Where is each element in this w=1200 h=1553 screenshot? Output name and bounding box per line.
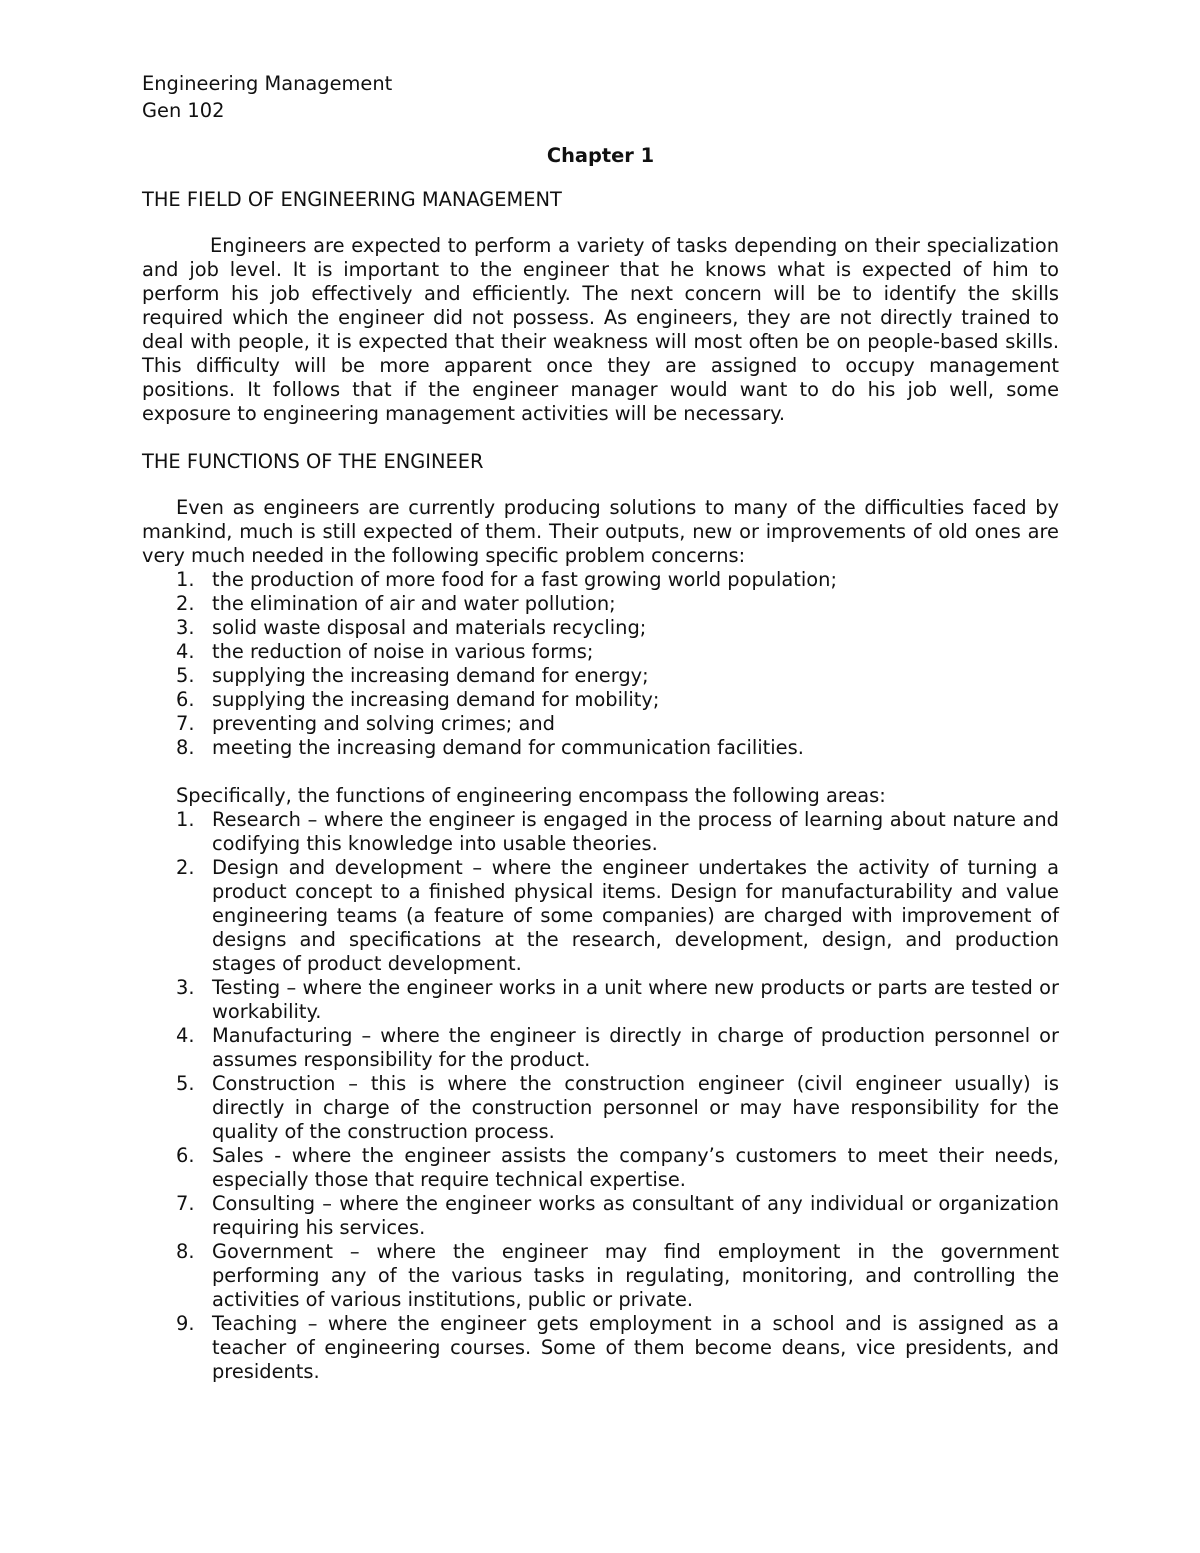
areas-list	[142, 808, 1059, 1384]
concern-text: supplying the increasing demand for energy;	[212, 664, 649, 687]
list-number: 2.	[176, 592, 195, 615]
concern-item	[142, 568, 1059, 592]
list-number: 8.	[176, 736, 195, 759]
list-number: 7.	[176, 712, 195, 735]
area-item	[142, 1240, 1059, 1312]
area-text: Testing – where the engineer works in a unit where new products or parts are tested or workability.	[212, 976, 1059, 1023]
area-item	[142, 1072, 1059, 1144]
list-number: 1.	[176, 808, 195, 831]
area-text: Design and development – where the engineer undertakes the activity of turning a product concept to a finished physical items. Design for manufacturability and value engineering teams (a feature of some companies) are charged with improvement of designs and specifications at the research, development, design, and production stages of product development.	[212, 856, 1059, 975]
list-number: 3.	[176, 616, 195, 639]
concern-text: supplying the increasing demand for mobility;	[212, 688, 660, 711]
list-number: 1.	[176, 568, 195, 591]
document-page	[142, 70, 1059, 1384]
concern-text: solid waste disposal and materials recycling;	[212, 616, 647, 639]
area-item	[142, 1144, 1059, 1192]
concern-text: meeting the increasing demand for communication facilities.	[212, 736, 804, 759]
list-number: 4.	[176, 1024, 195, 1047]
area-text: Government – where the engineer may find employment in the government performing any of the various tasks in regulating, monitoring, and controlling the activities of various institutions, public or private.	[212, 1240, 1059, 1311]
concern-item	[142, 712, 1059, 736]
section-title-field: THE FIELD OF ENGINEERING MANAGEMENT	[142, 188, 562, 211]
area-text: Sales - where the engineer assists the company’s customers to meet their needs, especially those that require technical expertise.	[212, 1144, 1059, 1191]
chapter-title: Chapter 1	[546, 144, 655, 167]
concern-item	[142, 640, 1059, 664]
list-number: 2.	[176, 856, 195, 879]
list-number: 5.	[176, 664, 195, 687]
area-item	[142, 856, 1059, 976]
concern-item	[142, 736, 1059, 760]
course-code: Gen 102	[142, 99, 225, 122]
list-number: 6.	[176, 1144, 195, 1167]
functions-paragraph: Even as engineers are currently producing solutions to many of the difficulties faced by mankind, much is still expected of them. Their outputs, new or improvements of old ones are very much needed in the following specific problem concerns:	[142, 496, 1059, 567]
area-item	[142, 808, 1059, 856]
concern-text: the elimination of air and water pollution;	[212, 592, 616, 615]
concern-text: the reduction of noise in various forms;	[212, 640, 594, 663]
concern-item	[142, 664, 1059, 688]
area-text: Manufacturing – where the engineer is directly in charge of production personnel or assumes responsibility for the product.	[212, 1024, 1059, 1071]
concern-item	[142, 688, 1059, 712]
area-item	[142, 1312, 1059, 1384]
area-item	[142, 1192, 1059, 1240]
list-number: 6.	[176, 688, 195, 711]
list-number: 3.	[176, 976, 195, 999]
area-text: Research – where the engineer is engaged in the process of learning about nature and codifying this knowledge into usable theories.	[212, 808, 1059, 855]
area-item	[142, 1024, 1059, 1072]
areas-intro-paragraph: Specifically, the functions of engineering encompass the following areas:	[176, 784, 886, 807]
list-number: 4.	[176, 640, 195, 663]
area-text: Construction – this is where the construction engineer (civil engineer usually) is directly in charge of the construction personnel or may have responsibility for the quality of the construction process.	[212, 1072, 1059, 1143]
intro-paragraph: Engineers are expected to perform a variety of tasks depending on their specialization and job level. It is important to the engineer that he knows what is expected of him to perform his job effectively and efficiently. The next concern will be to identify the skills required which the engineer did not possess. As engineers, they are not directly trained to deal with people, it is expected that their weakness will most often be on people-based skills. This difficulty will be more apparent once they are assigned to occupy management positions. It follows that if the engineer manager would want to do his job well, some exposure to engineering management activities will be necessary.	[142, 234, 1059, 425]
area-item	[142, 976, 1059, 1024]
concerns-list	[142, 568, 1059, 760]
concern-text: the production of more food for a fast growing world population;	[212, 568, 837, 591]
concern-text: preventing and solving crimes; and	[212, 712, 555, 735]
concern-item	[142, 592, 1059, 616]
list-number: 8.	[176, 1240, 195, 1263]
list-number: 9.	[176, 1312, 195, 1335]
course-title: Engineering Management	[142, 72, 393, 95]
list-number: 5.	[176, 1072, 195, 1095]
area-text: Consulting – where the engineer works as consultant of any individual or organization requiring his services.	[212, 1192, 1059, 1239]
concern-item	[142, 616, 1059, 640]
section-title-functions: THE FUNCTIONS OF THE ENGINEER	[142, 450, 484, 473]
area-text: Teaching – where the engineer gets employment in a school and is assigned as a teacher of engineering courses. Some of them become deans, vice presidents, and presidents.	[212, 1312, 1059, 1383]
list-number: 7.	[176, 1192, 195, 1215]
